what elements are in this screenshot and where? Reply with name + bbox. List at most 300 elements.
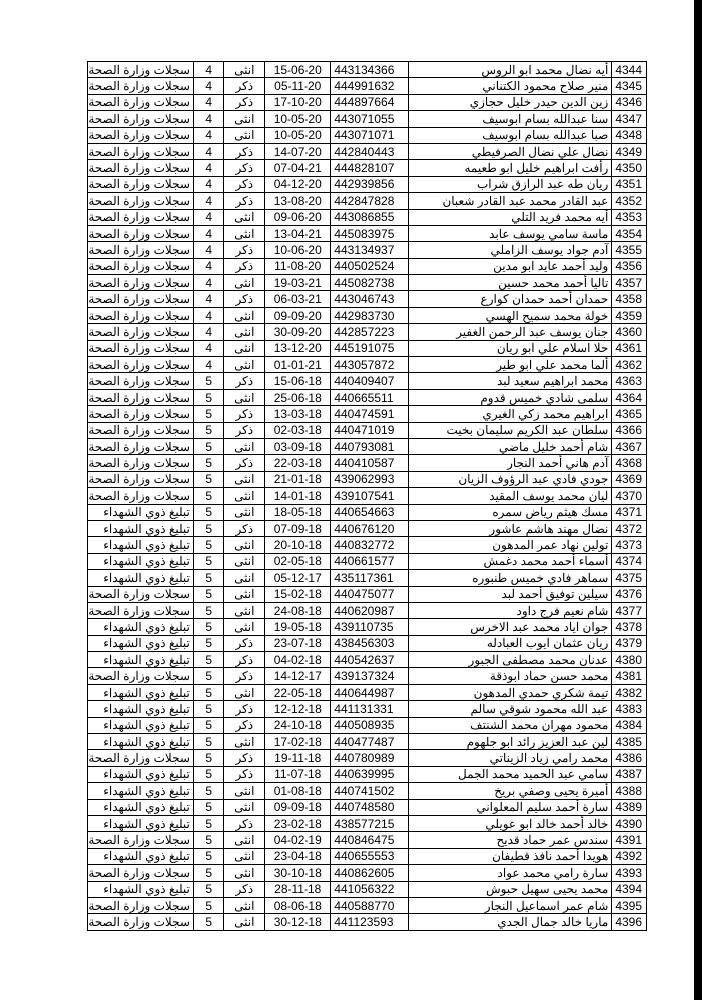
seq-cell: 4351 xyxy=(612,176,647,192)
dob-cell: 04-02-19 xyxy=(265,832,331,848)
source-cell: تبليغ ذوي الشهداء xyxy=(88,652,194,668)
id-cell: 440832772 xyxy=(331,537,408,553)
seq-cell: 4352 xyxy=(612,193,647,209)
seq-cell: 4344 xyxy=(612,62,647,78)
seq-cell: 4375 xyxy=(612,570,647,586)
seq-cell: 4387 xyxy=(612,766,647,782)
seq-cell: 4369 xyxy=(612,471,647,487)
gender-cell: انثى xyxy=(224,734,265,750)
table-row xyxy=(88,766,647,782)
gender-cell: انثى xyxy=(224,602,265,618)
grade-cell: 5 xyxy=(193,471,224,487)
id-cell: 442840443 xyxy=(331,143,408,159)
dob-cell: 13-03-18 xyxy=(265,406,331,422)
name-cell: سارة أحمد سليم المعلواني xyxy=(408,799,612,815)
grade-cell: 4 xyxy=(193,258,224,274)
source-cell: سجلات وزارة الصحة xyxy=(88,340,194,356)
name-cell: جوان اياد محمد عبد الاخرس xyxy=(408,619,612,635)
dob-cell: 04-02-18 xyxy=(265,652,331,668)
source-cell: تبليغ ذوي الشهداء xyxy=(88,881,194,897)
gender-cell: ذكر xyxy=(224,291,265,307)
source-cell: سجلات وزارة الصحة xyxy=(88,209,194,225)
table-row xyxy=(88,717,647,733)
grade-cell: 5 xyxy=(193,865,224,881)
table-row xyxy=(88,406,647,422)
grade-cell: 5 xyxy=(193,586,224,602)
grade-cell: 4 xyxy=(193,193,224,209)
source-cell: سجلات وزارة الصحة xyxy=(88,914,194,930)
id-cell: 439137324 xyxy=(331,668,408,684)
grade-cell: 5 xyxy=(193,570,224,586)
grade-cell: 4 xyxy=(193,94,224,110)
source-cell: سجلات وزارة الصحة xyxy=(88,471,194,487)
seq-cell: 4389 xyxy=(612,799,647,815)
seq-cell: 4345 xyxy=(612,78,647,94)
dob-cell: 01-01-21 xyxy=(265,357,331,373)
source-cell: تبليغ ذوي الشهداء xyxy=(88,635,194,651)
gender-cell: ذكر xyxy=(224,717,265,733)
grade-cell: 5 xyxy=(193,734,224,750)
name-cell: محمد ابراهيم سعيد لبد xyxy=(408,373,612,389)
seq-cell: 4347 xyxy=(612,111,647,127)
id-cell: 440654663 xyxy=(331,504,408,520)
dob-cell: 09-09-18 xyxy=(265,799,331,815)
table-row xyxy=(88,127,647,143)
name-cell: صبا عبدالله بسام ابوسيف xyxy=(408,127,612,143)
seq-cell: 4376 xyxy=(612,586,647,602)
gender-cell: ذكر xyxy=(224,176,265,192)
grade-cell: 5 xyxy=(193,750,224,766)
name-cell: آدم هاني أحمد النجار xyxy=(408,455,612,471)
table-row xyxy=(88,734,647,750)
gender-cell: ذكر xyxy=(224,143,265,159)
grade-cell: 5 xyxy=(193,455,224,471)
id-cell: 440474591 xyxy=(331,406,408,422)
source-cell: سجلات وزارة الصحة xyxy=(88,111,194,127)
grade-cell: 5 xyxy=(193,553,224,569)
name-cell: ألما محمد علي ابو طير xyxy=(408,357,612,373)
id-cell: 440502524 xyxy=(331,258,408,274)
dob-cell: 22-05-18 xyxy=(265,684,331,700)
dob-cell: 13-08-20 xyxy=(265,193,331,209)
source-cell: سجلات وزارة الصحة xyxy=(88,438,194,454)
source-cell: سجلات وزارة الصحة xyxy=(88,357,194,373)
name-cell: سماهر فادي خميس طنبوره xyxy=(408,570,612,586)
grade-cell: 5 xyxy=(193,799,224,815)
grade-cell: 5 xyxy=(193,537,224,553)
table-row xyxy=(88,586,647,602)
source-cell: سجلات وزارة الصحة xyxy=(88,389,194,405)
name-cell: مسك هيثم رياض سمره xyxy=(408,504,612,520)
table-row xyxy=(88,570,647,586)
grade-cell: 4 xyxy=(193,209,224,225)
source-cell: تبليغ ذوي الشهداء xyxy=(88,553,194,569)
source-cell: سجلات وزارة الصحة xyxy=(88,193,194,209)
dob-cell: 23-04-18 xyxy=(265,848,331,864)
seq-cell: 4380 xyxy=(612,652,647,668)
name-cell: شام نعيم فرج داود xyxy=(408,602,612,618)
seq-cell: 4353 xyxy=(612,209,647,225)
dob-cell: 10-05-20 xyxy=(265,127,331,143)
table-row xyxy=(88,291,647,307)
dob-cell: 24-08-18 xyxy=(265,602,331,618)
grade-cell: 4 xyxy=(193,78,224,94)
seq-cell: 4393 xyxy=(612,865,647,881)
grade-cell: 5 xyxy=(193,668,224,684)
gender-cell: انثى xyxy=(224,357,265,373)
grade-cell: 5 xyxy=(193,619,224,635)
grade-cell: 5 xyxy=(193,406,224,422)
id-cell: 440644987 xyxy=(331,684,408,700)
table-row xyxy=(88,881,647,897)
table-row xyxy=(88,684,647,700)
table-row xyxy=(88,176,647,192)
dob-cell: 19-05-18 xyxy=(265,619,331,635)
seq-cell: 4364 xyxy=(612,389,647,405)
gender-cell: انثى xyxy=(224,832,265,848)
records-table-body xyxy=(88,62,647,931)
dob-cell: 08-06-18 xyxy=(265,897,331,913)
name-cell: محمد حسن حماد ابوذقة xyxy=(408,668,612,684)
dob-cell: 11-08-20 xyxy=(265,258,331,274)
id-cell: 438577215 xyxy=(331,815,408,831)
table-row xyxy=(88,373,647,389)
gender-cell: انثى xyxy=(224,684,265,700)
name-cell: آدم جواد يوسف الزاملي xyxy=(408,242,612,258)
id-cell: 439062993 xyxy=(331,471,408,487)
gender-cell: انثى xyxy=(224,324,265,340)
seq-cell: 4370 xyxy=(612,488,647,504)
seq-cell: 4359 xyxy=(612,307,647,323)
gender-cell: ذكر xyxy=(224,766,265,782)
name-cell: حلا اسلام علي ابو ريان xyxy=(408,340,612,356)
gender-cell: انثى xyxy=(224,127,265,143)
table-row xyxy=(88,602,647,618)
source-cell: تبليغ ذوي الشهداء xyxy=(88,766,194,782)
gender-cell: ذكر xyxy=(224,193,265,209)
grade-cell: 5 xyxy=(193,635,224,651)
gender-cell: ذكر xyxy=(224,635,265,651)
gender-cell: انثى xyxy=(224,553,265,569)
table-row xyxy=(88,389,647,405)
id-cell: 442847828 xyxy=(331,193,408,209)
table-row xyxy=(88,815,647,831)
table-row xyxy=(88,668,647,684)
source-cell: تبليغ ذوي الشهداء xyxy=(88,570,194,586)
seq-cell: 4382 xyxy=(612,684,647,700)
source-cell: سجلات وزارة الصحة xyxy=(88,62,194,78)
table-row xyxy=(88,94,647,110)
source-cell: سجلات وزارة الصحة xyxy=(88,865,194,881)
grade-cell: 5 xyxy=(193,815,224,831)
records-table xyxy=(87,61,647,931)
table-row xyxy=(88,62,647,78)
grade-cell: 4 xyxy=(193,307,224,323)
seq-cell: 4358 xyxy=(612,291,647,307)
dob-cell: 24-10-18 xyxy=(265,717,331,733)
seq-cell: 4377 xyxy=(612,602,647,618)
gender-cell: ذكر xyxy=(224,750,265,766)
name-cell: ريان عثمان ايوب العبادله xyxy=(408,635,612,651)
source-cell: سجلات وزارة الصحة xyxy=(88,143,194,159)
source-cell: سجلات وزارة الصحة xyxy=(88,750,194,766)
seq-cell: 4357 xyxy=(612,275,647,291)
dob-cell: 20-10-18 xyxy=(265,537,331,553)
seq-cell: 4378 xyxy=(612,619,647,635)
grade-cell: 5 xyxy=(193,717,224,733)
gender-cell: ذكر xyxy=(224,881,265,897)
name-cell: عدنان محمد مصطفى الجبور xyxy=(408,652,612,668)
id-cell: 435117361 xyxy=(331,570,408,586)
gender-cell: ذكر xyxy=(224,815,265,831)
gender-cell: انثى xyxy=(224,504,265,520)
seq-cell: 4363 xyxy=(612,373,647,389)
table-row xyxy=(88,242,647,258)
source-cell: سجلات وزارة الصحة xyxy=(88,668,194,684)
source-cell: سجلات وزارة الصحة xyxy=(88,225,194,241)
dob-cell: 17-02-18 xyxy=(265,734,331,750)
source-cell: سجلات وزارة الصحة xyxy=(88,275,194,291)
seq-cell: 4354 xyxy=(612,225,647,241)
table-row xyxy=(88,143,647,159)
table-row xyxy=(88,422,647,438)
name-cell: محمود مهران محمد الشنتف xyxy=(408,717,612,733)
source-cell: تبليغ ذوي الشهداء xyxy=(88,848,194,864)
name-cell: نضال علي نضال الصرفيطي xyxy=(408,143,612,159)
source-cell: سجلات وزارة الصحة xyxy=(88,242,194,258)
source-cell: تبليغ ذوي الشهداء xyxy=(88,537,194,553)
table-row xyxy=(88,357,647,373)
gender-cell: ذكر xyxy=(224,652,265,668)
id-cell: 440741502 xyxy=(331,783,408,799)
name-cell: رأفت ابراهيم خليل ابو طعيمه xyxy=(408,160,612,176)
grade-cell: 4 xyxy=(193,176,224,192)
dob-cell: 23-02-18 xyxy=(265,815,331,831)
name-cell: ريان طه عبد الرازق شراب xyxy=(408,176,612,192)
dob-cell: 19-03-21 xyxy=(265,275,331,291)
grade-cell: 4 xyxy=(193,127,224,143)
grade-cell: 4 xyxy=(193,275,224,291)
gender-cell: انثى xyxy=(224,586,265,602)
source-cell: سجلات وزارة الصحة xyxy=(88,160,194,176)
name-cell: ابراهيم محمد زكي الغيري xyxy=(408,406,612,422)
name-cell: جودي فادي عبد الرؤوف الزيان xyxy=(408,471,612,487)
table-row xyxy=(88,652,647,668)
grade-cell: 4 xyxy=(193,242,224,258)
gender-cell: انثى xyxy=(224,307,265,323)
grade-cell: 5 xyxy=(193,881,224,897)
id-cell: 440665511 xyxy=(331,389,408,405)
name-cell: تاليا أحمد محمد حسين xyxy=(408,275,612,291)
gender-cell: انثى xyxy=(224,799,265,815)
id-cell: 439107541 xyxy=(331,488,408,504)
gender-cell: ذكر xyxy=(224,258,265,274)
source-cell: تبليغ ذوي الشهداء xyxy=(88,504,194,520)
id-cell: 442857223 xyxy=(331,324,408,340)
seq-cell: 4383 xyxy=(612,701,647,717)
id-cell: 440793081 xyxy=(331,438,408,454)
id-cell: 441131331 xyxy=(331,701,408,717)
name-cell: تيمة شكري حمدي المدهون xyxy=(408,684,612,700)
table-row xyxy=(88,324,647,340)
id-cell: 440639995 xyxy=(331,766,408,782)
gender-cell: انثى xyxy=(224,537,265,553)
table-row xyxy=(88,488,647,504)
source-cell: سجلات وزارة الصحة xyxy=(88,291,194,307)
id-cell: 438456303 xyxy=(331,635,408,651)
table-row xyxy=(88,307,647,323)
id-cell: 443057872 xyxy=(331,357,408,373)
table-row xyxy=(88,635,647,651)
table-row xyxy=(88,455,647,471)
name-cell: لين عبد العزيز رائد ابو جلهوم xyxy=(408,734,612,750)
dob-cell: 14-01-18 xyxy=(265,488,331,504)
seq-cell: 4373 xyxy=(612,537,647,553)
dob-cell: 02-03-18 xyxy=(265,422,331,438)
grade-cell: 5 xyxy=(193,897,224,913)
id-cell: 440661577 xyxy=(331,553,408,569)
dob-cell: 17-10-20 xyxy=(265,94,331,110)
source-cell: تبليغ ذوي الشهداء xyxy=(88,717,194,733)
name-cell: نضال مهند هاشم عاشور xyxy=(408,520,612,536)
source-cell: سجلات وزارة الصحة xyxy=(88,127,194,143)
seq-cell: 4381 xyxy=(612,668,647,684)
table-row xyxy=(88,504,647,520)
gender-cell: انثى xyxy=(224,389,265,405)
id-cell: 444897664 xyxy=(331,94,408,110)
dob-cell: 19-11-18 xyxy=(265,750,331,766)
source-cell: تبليغ ذوي الشهداء xyxy=(88,734,194,750)
grade-cell: 5 xyxy=(193,914,224,930)
seq-cell: 4355 xyxy=(612,242,647,258)
source-cell: سجلات وزارة الصحة xyxy=(88,324,194,340)
id-cell: 441123593 xyxy=(331,914,408,930)
gender-cell: انثى xyxy=(224,783,265,799)
gender-cell: ذكر xyxy=(224,242,265,258)
table-row xyxy=(88,78,647,94)
gender-cell: انثى xyxy=(224,570,265,586)
seq-cell: 4350 xyxy=(612,160,647,176)
grade-cell: 4 xyxy=(193,143,224,159)
gender-cell: ذكر xyxy=(224,422,265,438)
id-cell: 444991632 xyxy=(331,78,408,94)
seq-cell: 4368 xyxy=(612,455,647,471)
grade-cell: 5 xyxy=(193,520,224,536)
dob-cell: 15-02-18 xyxy=(265,586,331,602)
id-cell: 441056322 xyxy=(331,881,408,897)
id-cell: 440508935 xyxy=(331,717,408,733)
name-cell: أميرة يحيى وصفي بريخ xyxy=(408,783,612,799)
id-cell: 442983730 xyxy=(331,307,408,323)
source-cell: سجلات وزارة الصحة xyxy=(88,406,194,422)
name-cell: سامي عبد الحميد محمد الجمل xyxy=(408,766,612,782)
dob-cell: 05-11-20 xyxy=(265,78,331,94)
name-cell: ليان محمد يوسف المقيد xyxy=(408,488,612,504)
name-cell: محمد يحيى سهيل حبوش xyxy=(408,881,612,897)
source-cell: سجلات وزارة الصحة xyxy=(88,832,194,848)
grade-cell: 5 xyxy=(193,488,224,504)
source-cell: سجلات وزارة الصحة xyxy=(88,602,194,618)
source-cell: تبليغ ذوي الشهداء xyxy=(88,520,194,536)
source-cell: سجلات وزارة الصحة xyxy=(88,373,194,389)
dob-cell: 15-06-20 xyxy=(265,62,331,78)
id-cell: 440780989 xyxy=(331,750,408,766)
id-cell: 440862605 xyxy=(331,865,408,881)
name-cell: ماريا خالد جمال الجدي xyxy=(408,914,612,930)
dob-cell: 06-03-21 xyxy=(265,291,331,307)
seq-cell: 4346 xyxy=(612,94,647,110)
name-cell: جنان يوسف عبد الرحمن الغفير xyxy=(408,324,612,340)
table-row xyxy=(88,799,647,815)
dob-cell: 13-04-21 xyxy=(265,225,331,241)
name-cell: وليد أحمد عايد ابو مدين xyxy=(408,258,612,274)
dob-cell: 12-12-18 xyxy=(265,701,331,717)
gender-cell: ذكر xyxy=(224,160,265,176)
grade-cell: 5 xyxy=(193,701,224,717)
table-row xyxy=(88,160,647,176)
gender-cell: ذكر xyxy=(224,373,265,389)
name-cell: سلمى شادي خميس قدوم xyxy=(408,389,612,405)
grade-cell: 4 xyxy=(193,62,224,78)
id-cell: 443071055 xyxy=(331,111,408,127)
source-cell: سجلات وزارة الصحة xyxy=(88,586,194,602)
name-cell: هويدا أحمد نافذ قطيفان xyxy=(408,848,612,864)
table-row xyxy=(88,225,647,241)
seq-cell: 4394 xyxy=(612,881,647,897)
seq-cell: 4356 xyxy=(612,258,647,274)
seq-cell: 4360 xyxy=(612,324,647,340)
name-cell: أيه محمد فريد التلي xyxy=(408,209,612,225)
grade-cell: 5 xyxy=(193,438,224,454)
grade-cell: 5 xyxy=(193,832,224,848)
grade-cell: 4 xyxy=(193,111,224,127)
dob-cell: 10-06-20 xyxy=(265,242,331,258)
table-row xyxy=(88,340,647,356)
name-cell: ماسة سامي يوسف عابد xyxy=(408,225,612,241)
grade-cell: 5 xyxy=(193,373,224,389)
id-cell: 445082738 xyxy=(331,275,408,291)
source-cell: تبليغ ذوي الشهداء xyxy=(88,783,194,799)
grade-cell: 5 xyxy=(193,766,224,782)
name-cell: سنا عبدالله بسام ابوسيف xyxy=(408,111,612,127)
gender-cell: انثى xyxy=(224,62,265,78)
dob-cell: 15-06-18 xyxy=(265,373,331,389)
id-cell: 440620987 xyxy=(331,602,408,618)
seq-cell: 4348 xyxy=(612,127,647,143)
source-cell: سجلات وزارة الصحة xyxy=(88,176,194,192)
dob-cell: 05-12-17 xyxy=(265,570,331,586)
grade-cell: 5 xyxy=(193,389,224,405)
dob-cell: 11-07-18 xyxy=(265,766,331,782)
table-row xyxy=(88,897,647,913)
source-cell: تبليغ ذوي الشهداء xyxy=(88,701,194,717)
gender-cell: انثى xyxy=(224,914,265,930)
gender-cell: انثى xyxy=(224,897,265,913)
table-row xyxy=(88,701,647,717)
id-cell: 440655553 xyxy=(331,848,408,864)
gender-cell: ذكر xyxy=(224,94,265,110)
seq-cell: 4374 xyxy=(612,553,647,569)
seq-cell: 4362 xyxy=(612,357,647,373)
dob-cell: 30-10-18 xyxy=(265,865,331,881)
id-cell: 440410587 xyxy=(331,455,408,471)
table-row xyxy=(88,553,647,569)
dob-cell: 07-09-18 xyxy=(265,520,331,536)
dob-cell: 30-12-18 xyxy=(265,914,331,930)
seq-cell: 4361 xyxy=(612,340,647,356)
name-cell: أيه نضال محمد ابو الروس xyxy=(408,62,612,78)
dob-cell: 21-01-18 xyxy=(265,471,331,487)
